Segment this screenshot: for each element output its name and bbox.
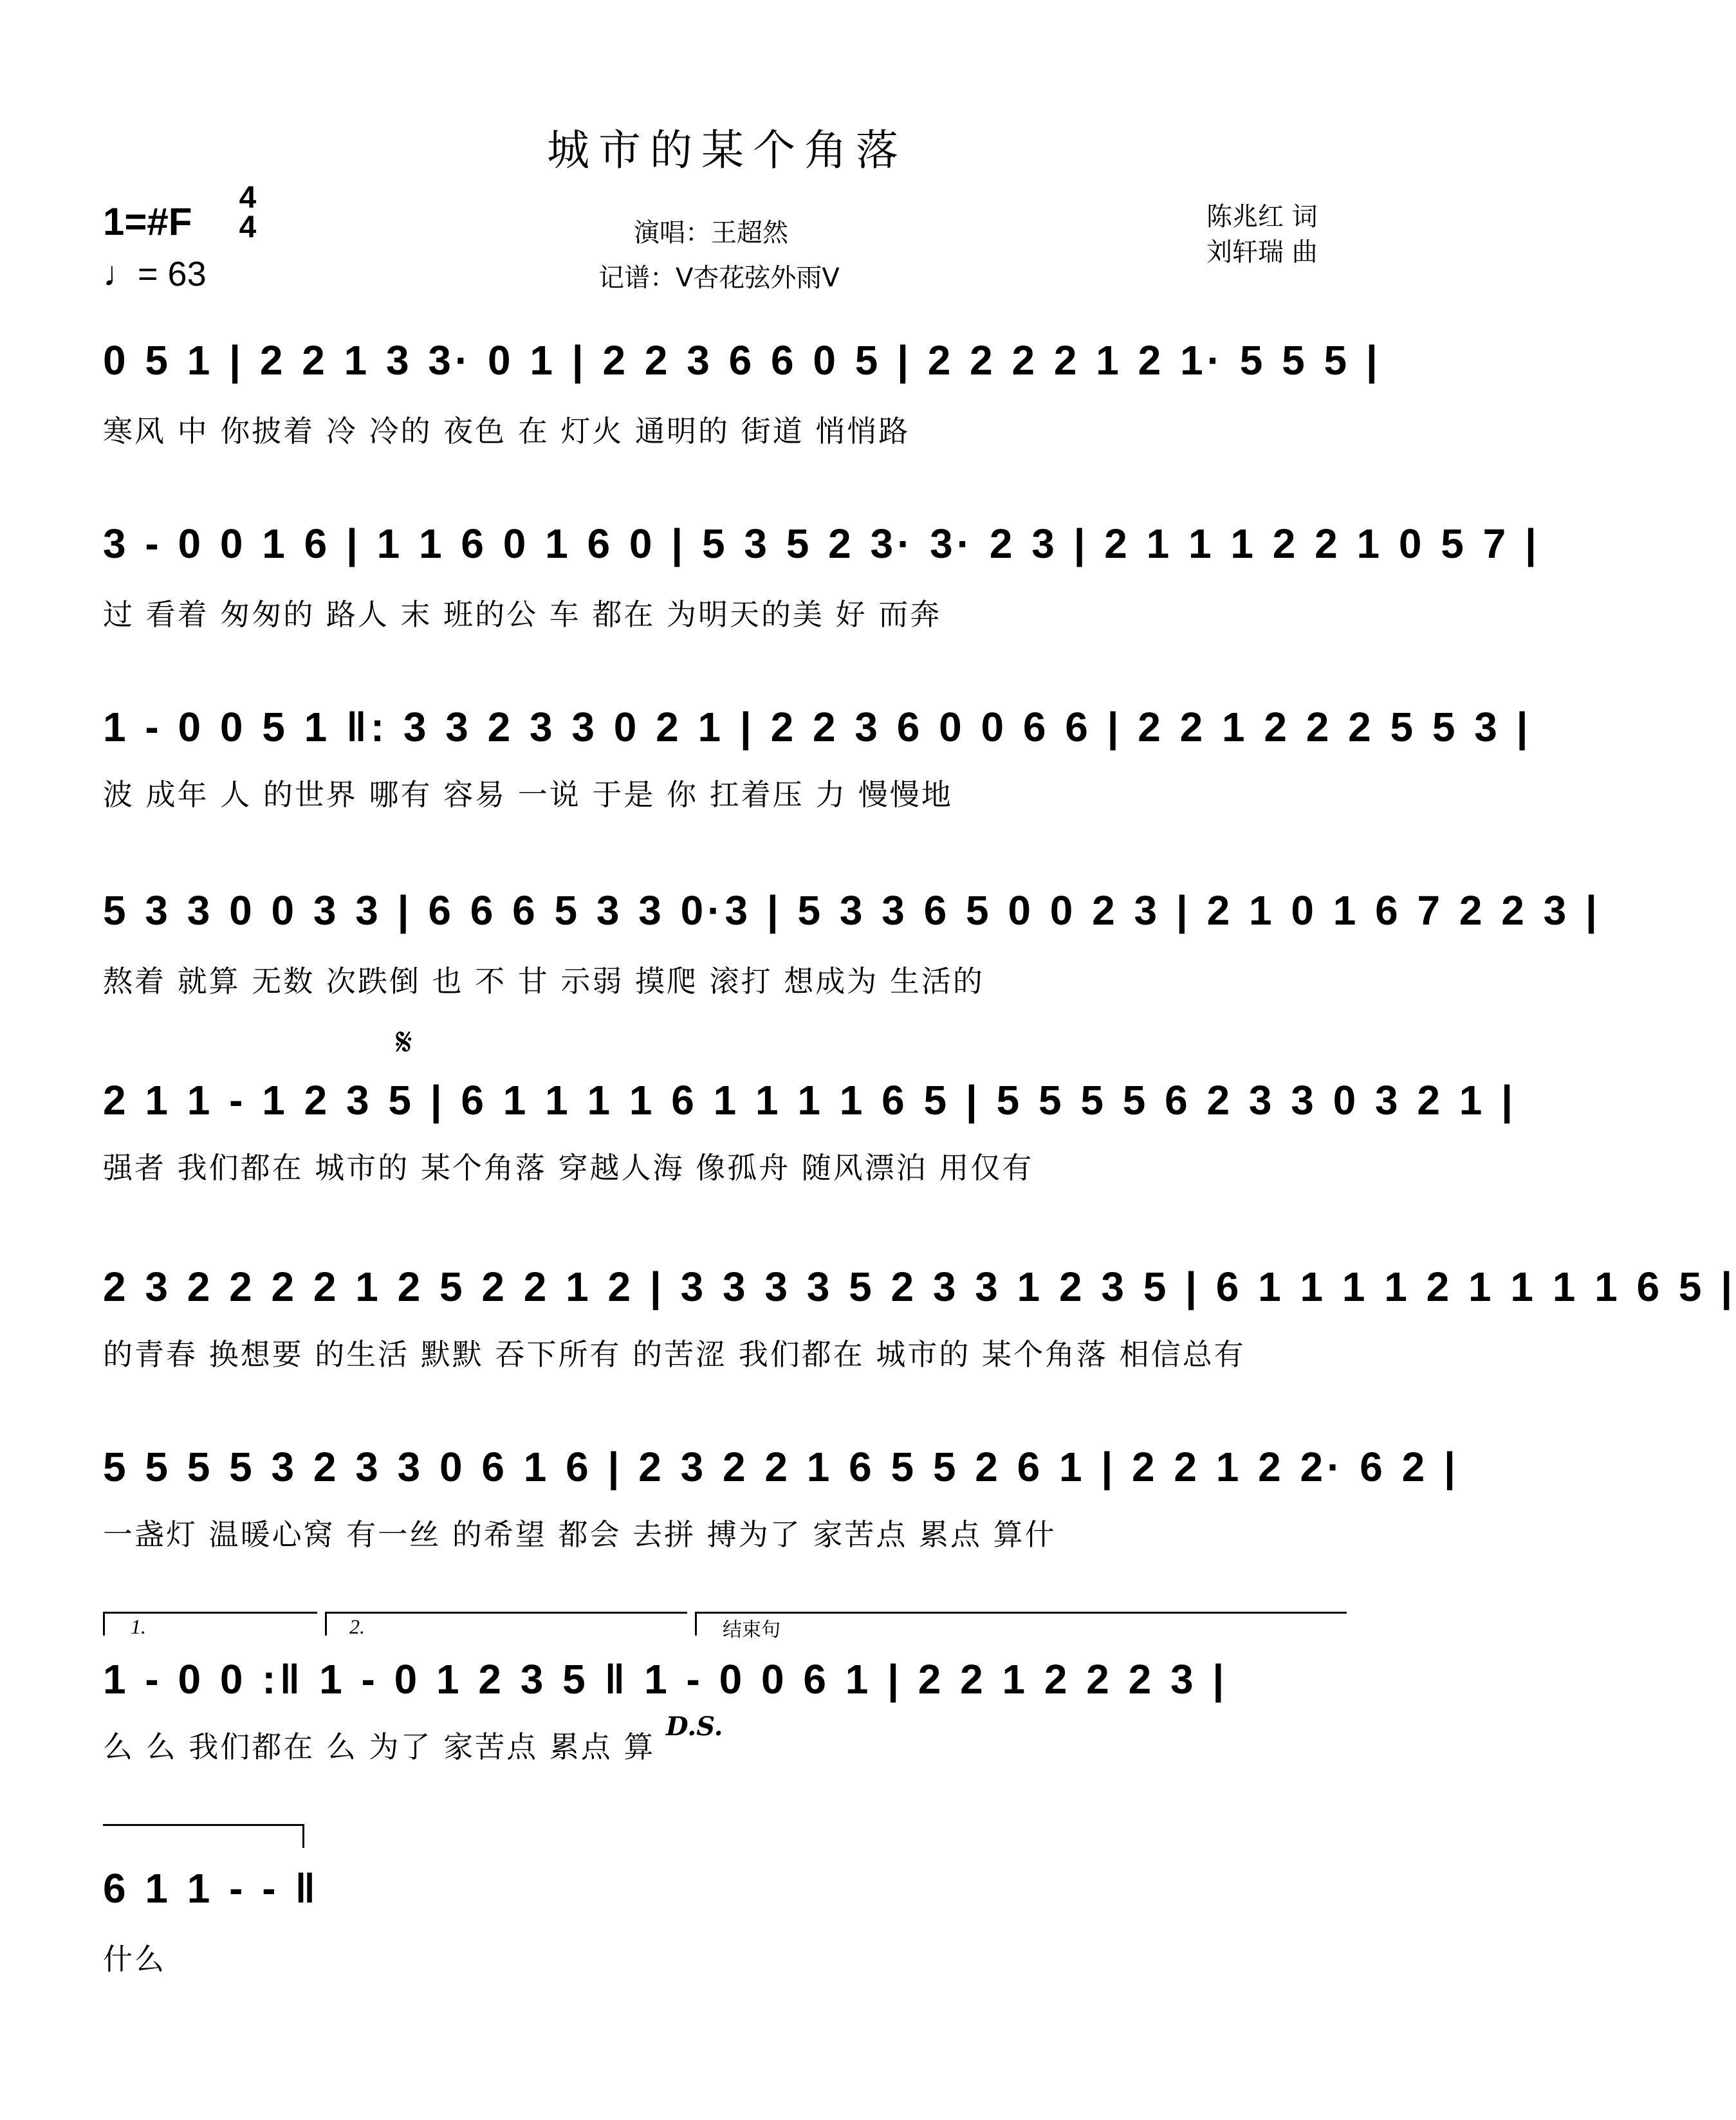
notation-row-7: 5 5 5 5 3 2 3 3 0 6 1 6 | 2 3 2 2 1 6 5 5 2 6 1 | 2 2 1 2 2· 6 2 | (103, 1444, 1459, 1490)
lyric-row-9: 什么 (103, 1942, 166, 1977)
coda-label: 结束句 (723, 1619, 780, 1641)
time-signature-top: 4 (239, 181, 257, 215)
segno-sign: 𝄋 (396, 1020, 412, 1065)
notation-row-2: 3 - 0 0 1 6 | 1 1 6 0 1 6 0 | 5 3 5 2 3· 3· 2 3 | 2 1 1 1 2 2 1 0 5 7 | (103, 521, 1540, 567)
ending-2-bracket (325, 1612, 687, 1636)
ending-1-bracket (103, 1612, 317, 1636)
ending-2-label: 2. (349, 1615, 365, 1638)
notation-row-3: 1 - 0 0 5 1 ‖: 3 3 2 3 3 0 2 1 | 2 2 3 6 0 0 6 6 | 2 2 1 2 2 2 5 5 3 | (103, 704, 1532, 750)
lyric-row-7: 一盏灯 温暖心窝 有一丝 的希望 都会 去拼 搏为了 家苦点 累点 算什 (103, 1517, 1057, 1552)
time-signature-bottom: 4 (239, 210, 257, 244)
dal-segno-marking: D.S. (666, 1711, 723, 1742)
coda-bracket (695, 1612, 1347, 1641)
ending-1-label: 1. (131, 1615, 146, 1638)
tempo-marking: ♩= 63 (103, 255, 207, 293)
song-title: 城市的某个角落 (547, 125, 907, 175)
notation-row-1: 0 5 1 | 2 2 1 3 3· 0 1 | 2 2 3 6 6 0 5 | 2 2 2 2 1 2 1· 5 5 5 | (103, 337, 1381, 383)
lyric-row-8: 么 么 我们都在 么 为了 家苦点 累点 算 (103, 1729, 656, 1764)
singer-credit: 演唱：王超然 (634, 218, 788, 248)
lyric-row-2: 过 看着 匆匆的 路人 末 班的公 车 都在 为明天的美 好 而奔 (103, 597, 942, 632)
final-bracket (103, 1824, 304, 1848)
lyric-row-1: 寒风 中 你披着 冷 冷的 夜色 在 灯火 通明的 街道 悄悄路 (103, 414, 910, 448)
key-signature: 1=#F (103, 200, 192, 243)
notation-row-6: 2 3 2 2 2 2 1 2 5 2 2 1 2 | 3 3 3 3 5 2 3 3 1 2 3 5 | 6 1 1 1 1 2 1 1 1 1 6 5 | (103, 1264, 1736, 1310)
notation-row-5: 2 1 1 - 1 2 3 5 | 6 1 1 1 1 6 1 1 1 1 6 5 | 5 5 5 5 6 2 3 3 0 3 2 1 | (103, 1077, 1517, 1123)
notation-row-9: 6 1 1 - - ‖ (103, 1865, 320, 1912)
notation-row-4: 5 3 3 0 0 3 3 | 6 6 6 5 3 3 0·3 | 5 3 3 6 5 0 0 2 3 | 2 1 0 1 6 7 2 2 3 | (103, 887, 1601, 934)
lyric-row-3: 波 成年 人 的世界 哪有 容易 一说 于是 你 扛着压 力 慢慢地 (103, 777, 953, 812)
lyric-row-5: 强者 我们都在 城市的 某个角落 穿越人海 像孤舟 随风漂泊 用仅有 (103, 1150, 1034, 1185)
composer-credit: 刘轩瑞 曲 (1206, 237, 1318, 267)
notation-row-8: 1 - 0 0 :‖ 1 - 0 1 2 3 5 ‖ 1 - 0 0 6 1 | 2 2 1 2 2 2 3 | (103, 1656, 1228, 1702)
transcriber-credit: 记谱：V杏花弦外雨V (598, 263, 840, 293)
lyric-row-4: 熬着 就算 无数 次跌倒 也 不 甘 示弱 摸爬 滚打 想成为 生活的 (103, 964, 984, 999)
lyricist-credit: 陈兆红 词 (1206, 202, 1318, 232)
time-signature (235, 183, 261, 243)
lyric-row-6: 的青春 换想要 的生活 默默 吞下所有 的苦涩 我们都在 城市的 某个角落 相信总有 (103, 1337, 1246, 1372)
